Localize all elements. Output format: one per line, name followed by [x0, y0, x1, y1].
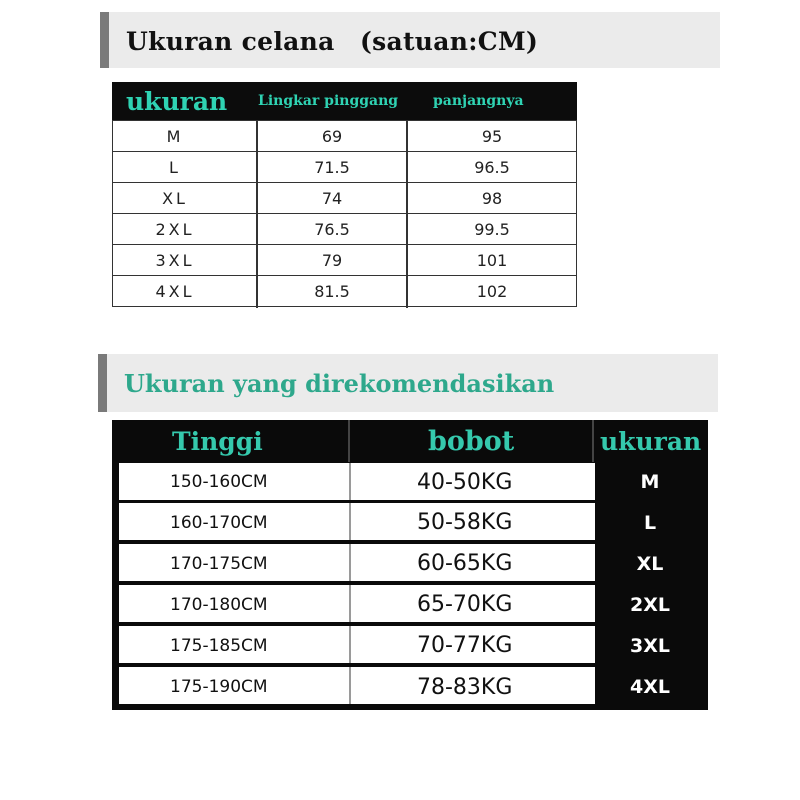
- column-divider: [592, 420, 594, 462]
- height-cell: 160-170CM: [170, 512, 268, 533]
- table-row: [113, 151, 576, 182]
- header-accent-bar: [98, 354, 107, 412]
- waist-cell: 71.5: [314, 158, 350, 177]
- section-title: Ukuran celana (satuan:CM): [126, 27, 539, 56]
- column-divider: [349, 667, 351, 704]
- weight-cell: 78-83KG: [417, 674, 513, 700]
- column-header-waist: Lingkar pinggang: [258, 93, 399, 109]
- length-cell: 99.5: [474, 220, 510, 239]
- height-cell: 150-160CM: [170, 472, 268, 492]
- weight-cell: 50-58KG: [417, 510, 513, 535]
- column-header-size: ukuran: [600, 426, 702, 456]
- length-cell: 98: [481, 189, 503, 208]
- length-cell: 102: [476, 282, 508, 301]
- weight-cell: 70-77KG: [417, 633, 513, 658]
- height-cell: 170-180CM: [170, 594, 268, 615]
- size-cell: XL: [636, 552, 664, 575]
- column-divider: [349, 503, 351, 540]
- weight-cell: 60-65KG: [417, 551, 513, 576]
- table-row: [112, 462, 708, 502]
- weight-cell: 40-50KG: [417, 469, 513, 495]
- table-row: [112, 543, 708, 584]
- size-cell: 4XL: [630, 676, 670, 698]
- column-divider: [349, 626, 351, 663]
- table-row: [112, 584, 708, 625]
- waist-cell: 79: [321, 251, 343, 270]
- table-row: [112, 666, 708, 708]
- column-divider: [406, 120, 408, 308]
- size-cell: M: [166, 127, 184, 146]
- size-cell: 4XL: [155, 282, 195, 301]
- height-cell: 175-185CM: [170, 635, 268, 656]
- section-title: Ukuran yang direkomendasikan: [124, 368, 555, 398]
- section-header-recommended-size: [98, 354, 718, 412]
- pants-size-table: [112, 82, 577, 308]
- length-cell: 96.5: [474, 158, 510, 177]
- size-cell: 2XL: [155, 220, 195, 239]
- size-cell: L: [643, 511, 657, 534]
- table-row: [113, 244, 576, 275]
- column-header-height: Tinggi: [172, 426, 263, 456]
- column-divider: [349, 544, 351, 581]
- height-cell: 170-175CM: [170, 553, 268, 574]
- table-row: [112, 502, 708, 543]
- length-cell: 101: [476, 251, 508, 270]
- column-divider: [256, 120, 258, 308]
- weight-cell: 65-70KG: [417, 592, 513, 617]
- column-header-length: panjangnya: [433, 93, 524, 109]
- length-cell: 95: [481, 127, 503, 146]
- column-header-weight: bobot: [428, 425, 515, 457]
- table-row: [113, 182, 576, 213]
- column-header-size: ukuran: [126, 86, 228, 116]
- column-divider: [348, 420, 350, 462]
- waist-cell: 74: [321, 189, 343, 208]
- height-cell: 175-190CM: [170, 677, 268, 697]
- table-header: [112, 82, 577, 120]
- table-body: [112, 120, 577, 307]
- table-row: [113, 275, 576, 306]
- header-accent-bar: [100, 12, 109, 68]
- size-cell: M: [640, 471, 660, 493]
- waist-cell: 81.5: [314, 282, 350, 301]
- size-cell: 2XL: [630, 593, 670, 616]
- column-divider: [349, 585, 351, 622]
- size-cell: XL: [162, 189, 188, 208]
- table-row: [113, 120, 576, 151]
- section-header-pants-size: [100, 12, 720, 68]
- waist-cell: 69: [321, 127, 343, 146]
- table-row: [113, 213, 576, 244]
- table-row: [112, 625, 708, 666]
- waist-cell: 76.5: [314, 220, 350, 239]
- recommended-size-table: [112, 420, 708, 710]
- size-cell: 3XL: [630, 634, 670, 657]
- column-divider: [349, 463, 351, 500]
- size-cell: 3XL: [155, 251, 195, 270]
- size-cell: L: [169, 158, 181, 177]
